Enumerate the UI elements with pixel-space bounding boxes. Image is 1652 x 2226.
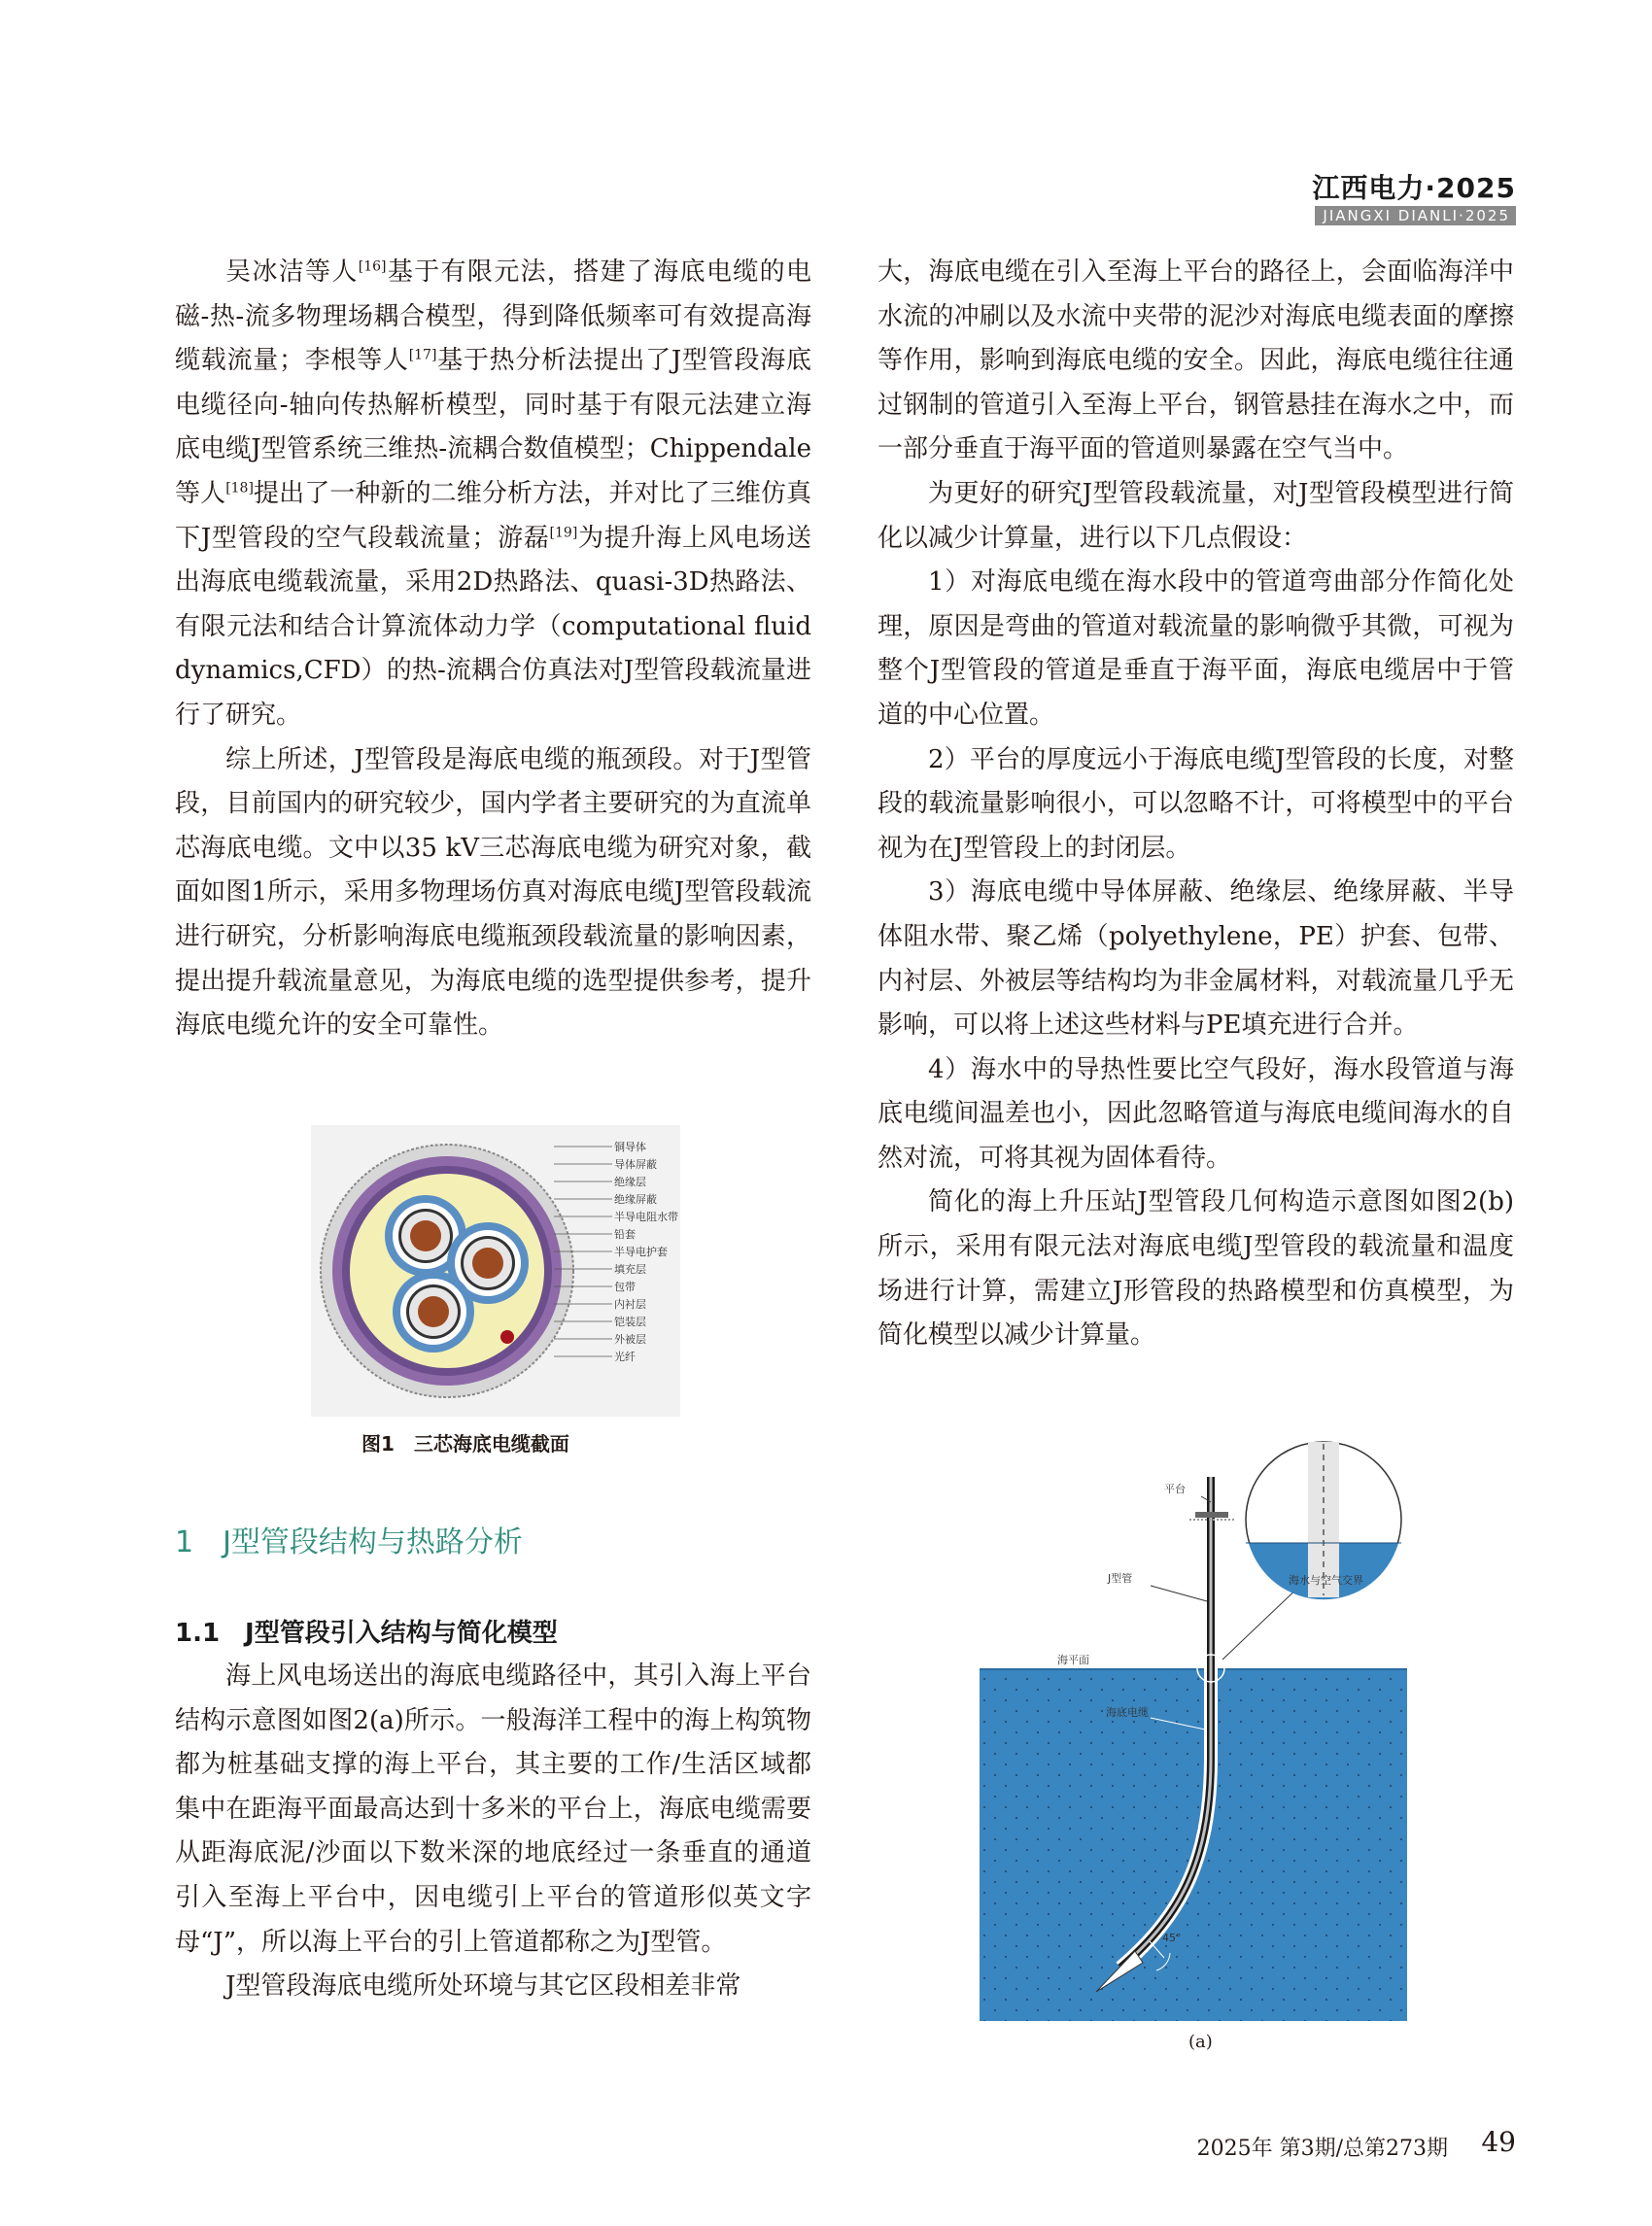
paragraph-environment: J型管段海底电缆所处环境与其它区段相差非常 xyxy=(225,1971,741,2002)
label-1: 铜导体 xyxy=(614,1141,646,1153)
journal-title-en: JIANGXI DIANLI·2025 xyxy=(1315,206,1516,225)
label-3: 绝缘层 xyxy=(614,1176,646,1188)
label-10: 内衬层 xyxy=(614,1298,646,1311)
label-sea-level: 海平面 xyxy=(1057,1654,1089,1666)
label-13: 光纤 xyxy=(614,1351,636,1363)
label-4: 绝缘屏蔽 xyxy=(614,1193,657,1206)
left-column-top xyxy=(175,251,811,1048)
left-column-bottom xyxy=(175,1655,811,2009)
label-submarine-cable: 海底电缆 xyxy=(1106,1706,1149,1719)
paragraph-continuation: 大，海底电缆在引入至海上平台的路径上，会面临海洋中水流的冲刷以及水流中夹带的泥沙对海底电缆表面的摩擦等作用，影响到海底电缆的安全。因此，海底电缆往往通过钢制的管道引入至海上平台，钢管悬挂在海水之中，而一部分垂直于海平面的管道则暴露在空气当中。 xyxy=(878,257,1514,464)
label-2: 导体屏蔽 xyxy=(614,1158,657,1171)
label-12: 外被层 xyxy=(614,1333,646,1346)
paragraph-jtube-intro: 海上风电场送出的海底电缆路径中，其引入海上平台结构示意图如图2(a)所示。一般海洋工程中的海上构筑物都为桩基础支撑的海上平台，其主要的工作/生活区域都集中在距海平面最高达到十多米的平台上，海底电缆需要从距海底泥/沙面以下数米深的地底经过一条垂直的通道引入至海上平台中，因电缆引上平台的管道形似英文字母“J”，所以海上平台的引上管道都称之为J型管。 xyxy=(175,1661,811,1957)
paragraph-summary: 综上所述，J型管段是海底电缆的瓶颈段。对于J型管段，目前国内的研究较少，国内学者主要研究的为直流单芯海底电缆。文中以35 kV三芯海底电缆为研究对象，截面如图1所示，采用多物理场仿真对海底电缆J型管段载流进行研究，分析影响海底电缆瓶颈段载流量的影响因素，提出提升载流量意见，为海底电缆的选型提供参考，提升海底电缆允许的安全可靠性。 xyxy=(175,744,811,1041)
paragraph-simplified-model: 简化的海上升压站J型管段几何构造示意图如图2(b)所示，采用有限元法对海底电缆J型管段的载流量和温度场进行计算，需建立J形管段的热路模型和仿真模型，为简化模型以减少计算量。 xyxy=(878,1187,1514,1351)
figure-2a-sublabel: (a) xyxy=(1188,2032,1213,2052)
label-j-tube: J型管 xyxy=(1108,1572,1133,1585)
paragraph-literature-review: 吴冰洁等人[16]基于有限元法，搭建了海底电缆的电磁-热-流多物理场耦合模型，得到降低频率可有效提高海缆载流量；李根等人[17]基于热分析法提出了J型管段海底电缆径向-轴向传热解析模型，同时基于有限元法建立海底电缆J型管系统三维热-流耦合数值模型；Chippendale等人[18]提出了一种新的二维分析方法，并对比了三维仿真下J型管段的空气段载流量；游磊[19]为提升海上风电场送出海底电缆载流量，采用2D热路法、quasi-3D热路法、有限元法和结合计算流体动力学（computational fluid dynamics,CFD）的热-流耦合仿真法对J型管段载流量进行了研究。 xyxy=(175,257,811,730)
optical-fiber xyxy=(500,1330,514,1344)
label-angle: 45° xyxy=(1162,1932,1182,1944)
journal-title: 江西电力·2025 xyxy=(1312,172,1516,204)
label-platform: 平台 xyxy=(1164,1483,1186,1495)
page-number: 49 xyxy=(1481,2126,1516,2158)
label-8: 填充层 xyxy=(614,1263,646,1276)
label-9: 包带 xyxy=(614,1281,636,1293)
section-heading-1: 1 J型管段结构与热路分析 xyxy=(175,1525,523,1559)
core-3 xyxy=(393,1271,474,1353)
label-7: 半导电护套 xyxy=(614,1246,668,1258)
paragraph-assumption-1: 1）对海底电缆在海水段中的管道弯曲部分作简化处理，原因是弯曲的管道对载流量的影响微乎其微，可视为整个J型管段的管道是垂直于海平面，海底电缆居中于管道的中心位置。 xyxy=(878,567,1514,730)
label-6: 铅套 xyxy=(614,1228,636,1241)
label-water-air-interface: 海水与空气交界 xyxy=(1289,1574,1363,1587)
label-5: 半导电阻水带 xyxy=(614,1211,678,1223)
paragraph-assumption-4: 4）海水中的导热性要比空气段好，海水段管道与海底电缆间温差也小，因此忽略管道与海底电缆间海水的自然对流，可将其视为固体看待。 xyxy=(878,1054,1514,1173)
cable-cross-section-figure xyxy=(311,1125,680,1417)
paragraph-assumptions-intro: 为更好的研究J型管段载流量，对J型管段模型进行简化以减少计算量，进行以下几点假设： xyxy=(878,478,1514,553)
issue-info: 2025年 第3期/总第273期 xyxy=(1196,2137,1448,2161)
paragraph-assumption-3: 3）海底电缆中导体屏蔽、绝缘层、绝缘屏蔽、半导体阻水带、聚乙烯（polyethylene，PE）护套、包带、内衬层、外被层等结构均为非金属材料，对载流量几乎无影响，可以将上述这些材料与PE填充进行合并。 xyxy=(878,877,1514,1041)
paragraph-assumption-2: 2）平台的厚度远小于海底电缆J型管段的长度，对整段的载流量影响很小，可以忽略不计，可将模型中的平台视为在J型管段上的封闭层。 xyxy=(878,744,1514,863)
subsection-heading-1-1: 1.1 J型管段引入结构与简化模型 xyxy=(175,1619,558,1648)
label-11: 铠装层 xyxy=(614,1316,646,1328)
figure-1-caption: 图1 三芯海底电缆截面 xyxy=(361,1432,569,1455)
jtube-schematic-figure xyxy=(980,1438,1417,2060)
right-column xyxy=(878,251,1514,1358)
